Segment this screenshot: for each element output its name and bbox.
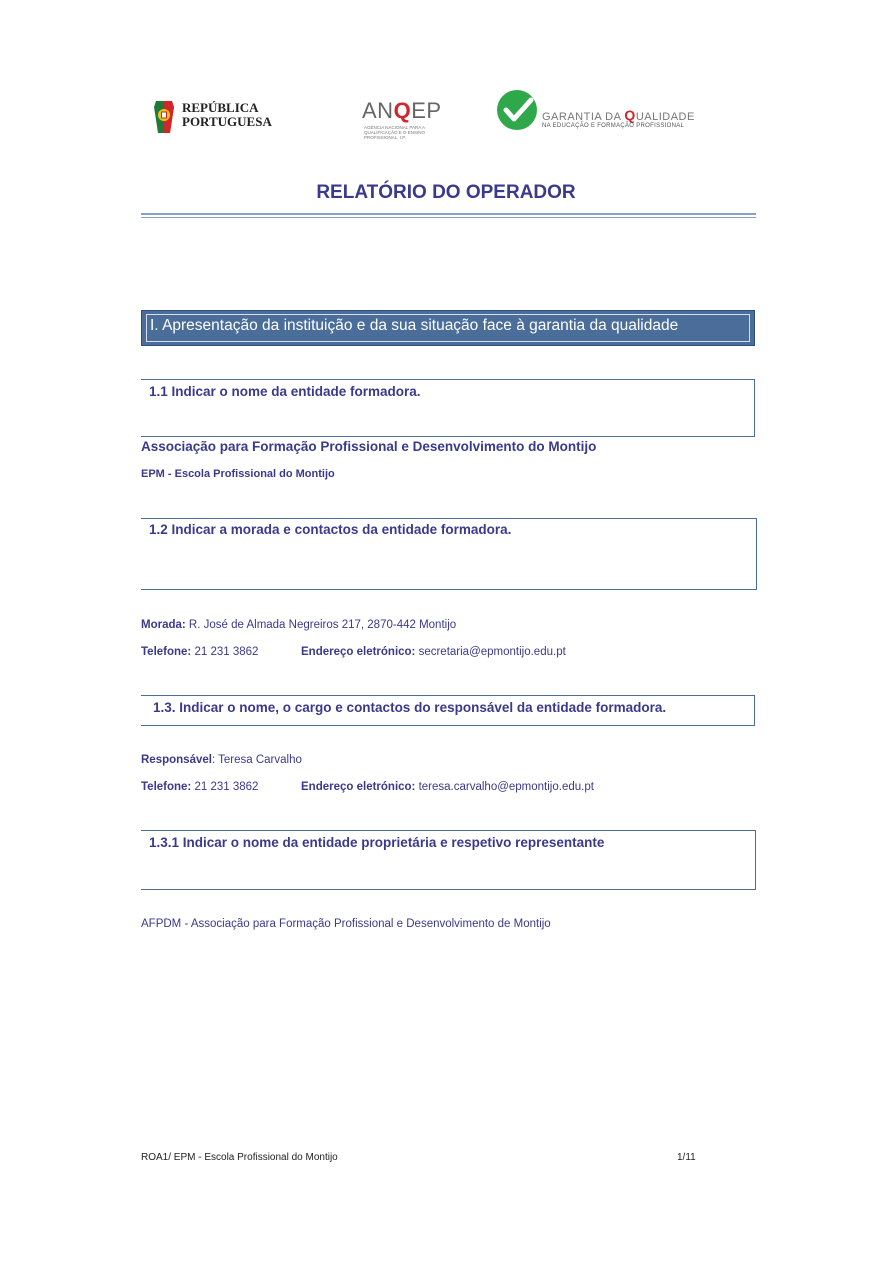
page-title: RELATÓRIO DO OPERADOR — [316, 182, 576, 203]
title-divider-thin — [141, 217, 756, 218]
owner-entity: AFPDM - Associação para Formação Profissional e Desenvolvimento de Montijo — [141, 918, 551, 930]
anqep-wordmark: ANQEP — [362, 98, 442, 123]
question-1-1: 1.1 Indicar o nome da entidade formadora. — [149, 384, 421, 399]
question-box-1-1 — [141, 379, 755, 437]
republica-portuguesa-text: REPÚBLICA PORTUGUESA — [182, 100, 272, 129]
garantia-qualidade-logo — [497, 90, 727, 140]
responsible-email-line — [301, 781, 594, 793]
question-box-1-3-1 — [141, 830, 756, 890]
garantia-subtitle: NA EDUCAÇÃO E FORMAÇÃO PROFISSIONAL — [542, 123, 685, 129]
responsible-email-value: teresa.carvalho@epmontijo.edu.pt — [415, 781, 594, 793]
question-1-3: 1.3. Indicar o nome, o cargo e contactos do responsável da entidade formadora. — [153, 700, 667, 715]
phone-line — [141, 646, 258, 658]
responsible-label: Responsável — [141, 754, 212, 766]
email-value: secretaria@epmontijo.edu.pt — [415, 646, 566, 658]
portugal-emblem-icon — [152, 99, 176, 135]
section-heading-bar — [141, 310, 755, 346]
phone-value: 21 231 3862 — [191, 646, 259, 658]
school-name: EPM - Escola Profissional do Montijo — [141, 468, 335, 480]
section-heading: I. Apresentação da instituição e da sua situação face à garantia da qualidade — [150, 317, 679, 334]
responsible-phone-line — [141, 781, 258, 793]
page-number: 1/11 — [677, 1152, 696, 1163]
checkmark-circle-icon — [497, 90, 537, 130]
entity-name: Associação para Formação Profissional e Desenvolvimento do Montijo — [141, 439, 597, 454]
responsible-value: : Teresa Carvalho — [211, 754, 302, 766]
garantia-title: GARANTIA DA QUALIDADE — [542, 107, 695, 123]
email-label: Endereço eletrónico: — [301, 646, 416, 658]
footer-reference: ROA1/ EPM - Escola Profissional do Montijo — [141, 1152, 338, 1163]
republica-portuguesa-logo — [152, 97, 282, 139]
question-1-3-1: 1.3.1 Indicar o nome da entidade proprietária e respetivo representante — [149, 835, 605, 850]
address-value: R. José de Almada Negreiros 217, 2870-442 Montijo — [185, 619, 457, 631]
anqep-logo — [362, 98, 474, 146]
responsible-email-label: Endereço eletrónico: — [301, 781, 416, 793]
responsible-phone-value: 21 231 3862 — [191, 781, 259, 793]
phone-label: Telefone: — [141, 646, 192, 658]
question-1-2: 1.2 Indicar a morada e contactos da entidade formadora. — [149, 522, 512, 537]
email-line — [301, 646, 566, 658]
address-label: Morada: — [141, 619, 186, 631]
question-box-1-3 — [141, 695, 755, 726]
question-box-1-2 — [141, 518, 757, 590]
address-line — [141, 619, 456, 631]
anqep-subtitle: AGÊNCIA NACIONAL PARA A QUALIFICAÇÃO E O ENSINO PROFISSIONAL, I.P. — [364, 125, 426, 140]
title-divider — [141, 213, 756, 215]
responsible-line — [141, 754, 302, 766]
responsible-phone-label: Telefone: — [141, 781, 192, 793]
